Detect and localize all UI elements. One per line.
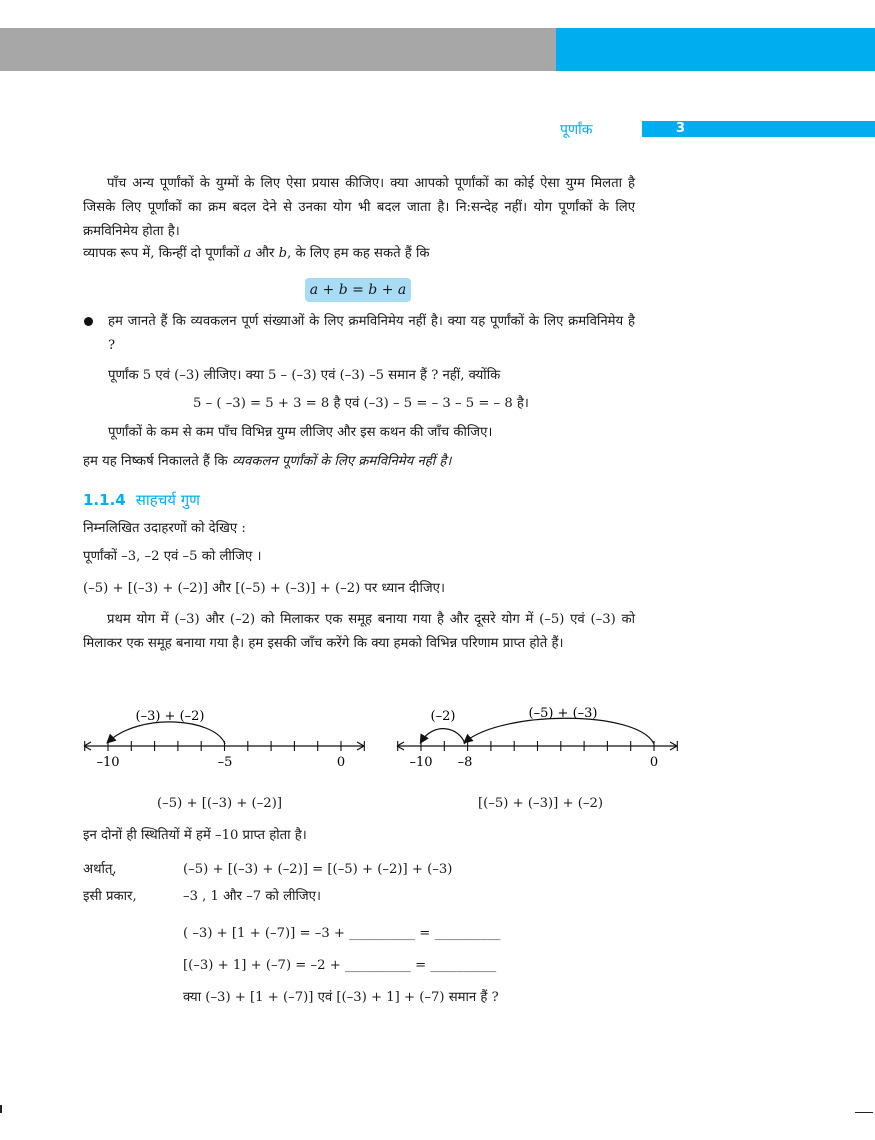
tick-label-minus-10: –10 — [96, 755, 120, 770]
header-blue-band — [556, 28, 875, 71]
caption-right: [(–5) + (–3)] + (–2) — [478, 796, 603, 811]
header-gray-band — [0, 28, 556, 71]
general-form-text-1: व्यापक रूप में, किन्हीं दो पूर्णांकों — [83, 246, 244, 261]
section-heading — [83, 490, 200, 510]
tick-label-minus-8: –8 — [457, 755, 473, 770]
section-line-2: पूर्णांकों –3, –2 एवं –5 को लीजिए । — [83, 549, 262, 564]
subtraction-try: पूर्णांकों के कम से कम पाँच विभिन्न युग्म लीजिए और इस कथन की जाँच कीजिए। — [108, 425, 493, 440]
jump-arc-large — [465, 718, 654, 744]
crop-mark — [855, 1112, 873, 1113]
number-line-left — [80, 700, 370, 780]
general-form-text-2: , के लिए हम कह सकते हैं कि — [287, 246, 430, 261]
tick-label-minus-10: –10 — [409, 755, 433, 770]
variable-a: a — [243, 246, 252, 261]
running-title: पूर्णांक — [560, 122, 593, 138]
jump-arc — [108, 722, 225, 744]
caption-left: (–5) + [(–3) + (–2)] — [157, 796, 282, 811]
arc-label: (–3) + (–2) — [135, 709, 205, 724]
section-paragraph: प्रथम योग में (–3) और (–2) को मिलाकर एक समूह बनाया गया है और दूसरे योग में (–5) एवं (–3) को मिलाकर एक समूह बनाया गया है। हम इसकी जाँच करेंगे कि क्या हमको विभिन्न परिणाम प्राप्त होते हैं। — [83, 612, 635, 651]
subtraction-example: पूर्णांक 5 एवं (–3) लीजिए। क्या 5 – (–3) एवं (–3) –5 समान हैं ? नहीं, क्योंकि — [108, 368, 501, 383]
page-number-bar — [642, 121, 875, 137]
tick-label-minus-5: –5 — [217, 755, 233, 770]
page-number: 3 — [676, 121, 686, 136]
section-number: 1.1.4 — [83, 491, 126, 509]
section-line-3: (–5) + [(–3) + (–2)] और [(–5) + (–3)] + (–2) पर ध्यान दीजिए। — [83, 581, 445, 596]
tick-label-zero: 0 — [649, 755, 659, 770]
crop-mark — [0, 1105, 2, 1113]
intro-paragraph: पाँच अन्य पूर्णांकों के युग्मों के लिए ऐसा प्रयास कीजिए। क्या आपको पूर्णांकों का कोई ऐसा युग्म मिलता है जिसके लिए पूर्णांकों का क्रम बदल देने से उनका योग भी बदल जाता है। नि:सन्देह नहीं। योग पूर्णांकों के लिए क्रमविनिमेय होता है। — [83, 176, 635, 239]
variable-b: b — [278, 246, 288, 261]
subtraction-conclusion — [83, 450, 451, 473]
result-expression-1: (–5) + [(–3) + (–2)] = [(–5) + (–2)] + (–3) — [183, 862, 453, 877]
result-expression-2: –3 , 1 और –7 को लीजिए। — [183, 889, 321, 904]
tick-label-zero: 0 — [336, 755, 346, 770]
commutative-formula: a + b = b + a — [305, 278, 411, 302]
arc-label-small: (–2) — [430, 709, 456, 724]
result-label-2: इसी प्रकार, — [83, 889, 137, 904]
general-form-line — [83, 242, 430, 265]
result-label-1: अर्थात्, — [83, 862, 117, 877]
arc-label-large: (–5) + (–3) — [528, 706, 598, 721]
general-form-and: और — [251, 246, 279, 261]
number-line-right — [393, 700, 683, 780]
section-title: साहचर्य गुण — [135, 491, 200, 509]
bullet-icon — [84, 317, 93, 326]
section-line-1: निम्नलिखित उदाहरणों को देखिए : — [83, 521, 246, 536]
exercise-question: क्या (–3) + [1 + (–7)] एवं [(–3) + 1] + (–7) समान हैं ? — [183, 990, 499, 1005]
subtraction-calculation: 5 – ( –3) = 5 + 3 = 8 है एवं (–3) – 5 = – 3 – 5 = – 8 है। — [193, 396, 529, 411]
result-line: इन दोनों ही स्थितियों में हमें –10 प्राप्त होता है। — [83, 828, 307, 843]
exercise-line-1: ( –3) + [1 + (–7)] = –3 + __________ = __________ — [183, 926, 501, 941]
conclusion-emphasis: व्यवकलन पूर्णांकों के लिए क्रमविनिमेय नहीं है। — [231, 454, 452, 469]
conclusion-text: हम यह निष्कर्ष निकालते हैं कि — [83, 454, 232, 469]
jump-arc-small — [421, 729, 465, 744]
subtraction-question: हम जानते हैं कि व्यवकलन पूर्ण संख्याओं के लिए क्रमविनिमेय नहीं है। क्या यह पूर्णांकों के लिए क्रमविनिमेय है ? — [108, 314, 635, 353]
exercise-line-2: [(–3) + 1] + (–7) = –2 + __________ = __________ — [183, 958, 497, 973]
